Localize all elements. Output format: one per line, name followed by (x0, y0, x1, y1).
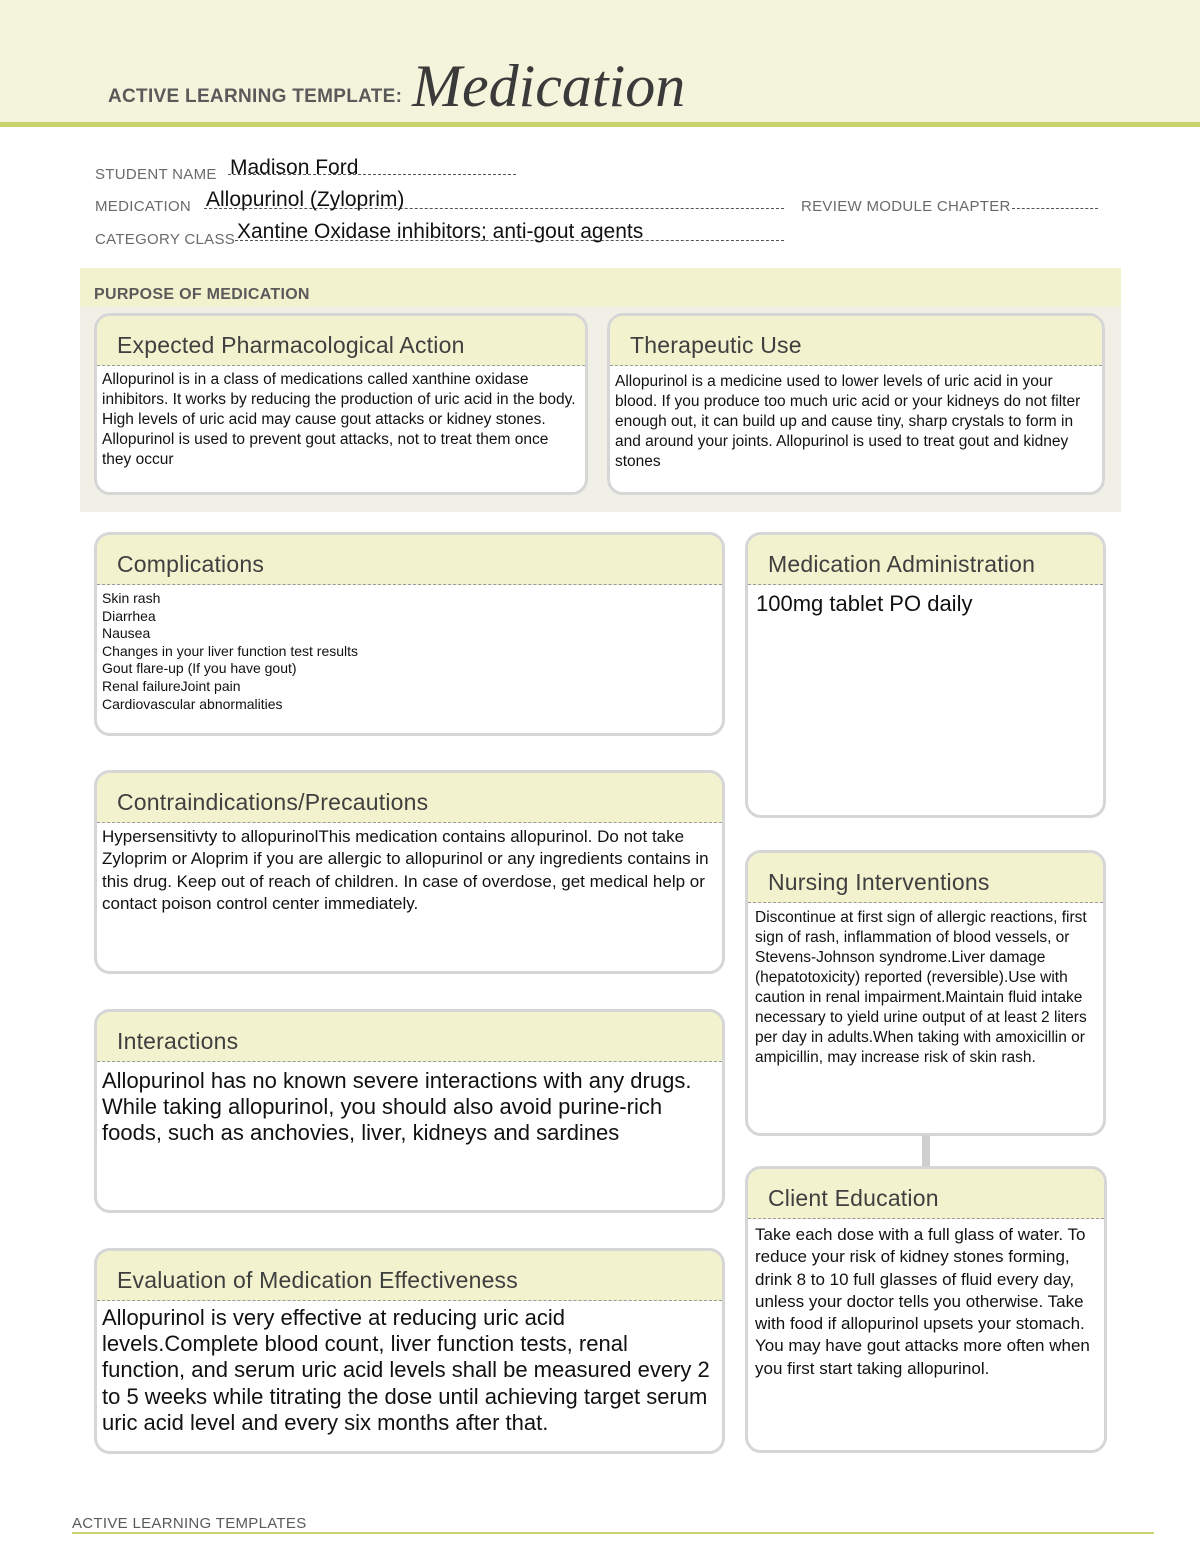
evaluation-title: Evaluation of Medication Effectiveness (117, 1267, 518, 1293)
nursing-interventions-title: Nursing Interventions (768, 869, 990, 895)
interactions-card (94, 1009, 725, 1213)
student-name-value[interactable]: Madison Ford (230, 156, 359, 179)
client-education-title: Client Education (768, 1185, 939, 1211)
contraindications-card (94, 770, 725, 974)
nursing-interventions-text: Discontinue at first sign of allergic reactions, first sign of rash, inflammation of blood vessels, or Stevens-Johnson syndrome.Liver damage (hepatotoxicity) reported (reversible).Use with caution in renal impairment.Maintain fluid intake necessary to yield urine output of at least 2 liters per day in adults.When taking with amoxicillin or ampicillin, may increase risk of skin rash. (755, 909, 1087, 1066)
nursing-interventions-card (745, 850, 1106, 1136)
therapeutic-use-title: Therapeutic Use (630, 332, 802, 358)
interactions-title: Interactions (117, 1028, 239, 1054)
header-rule (0, 122, 1200, 127)
card-connector (922, 1135, 930, 1167)
template-title: Medication (412, 53, 686, 119)
complication-item: Nausea (102, 625, 151, 642)
interactions-header (97, 1012, 722, 1062)
medication-administration-header (748, 535, 1103, 585)
complications-card (94, 532, 725, 736)
review-module-underline[interactable] (1012, 208, 1098, 209)
footer-rule (72, 1532, 1154, 1534)
therapeutic-use-card (607, 313, 1105, 495)
contraindications-title: Contraindications/Precautions (117, 789, 429, 815)
expected-action-text: Allopurinol is in a class of medications called xanthine oxidase inhibitors. It works by reducing the production of uric acid in the body. High levels of uric acid may cause gout attacks or kidney stones. Allopurinol is used to prevent gout attacks, not to treat them once they occur (102, 371, 576, 468)
medication-administration-text: 100mg tablet PO daily (756, 591, 973, 616)
complication-item: Skin rash (102, 590, 161, 606)
contraindications-header (97, 773, 722, 823)
complications-title: Complications (117, 551, 265, 577)
contraindications-text: Hypersensitivty to allopurinolThis medication contains allopurinol. Do not take Zyloprim or Aloprim if you are allergic to allopurinol or any ingredients contains in this drug. Keep out of reach of children. In case of overdose, get medical help or contact poison control center immediately. (102, 827, 709, 913)
complication-item: Gout flare-up (If you have gout) (102, 660, 297, 677)
client-education-header (748, 1169, 1104, 1219)
student-name-label: STUDENT NAME (95, 166, 217, 183)
footer-label: ACTIVE LEARNING TEMPLATES (72, 1515, 307, 1532)
complication-item: Diarrhea (102, 607, 156, 624)
medication-administration-card (745, 532, 1106, 818)
complication-item: Renal failureJoint pain (102, 677, 241, 694)
purpose-label: PURPOSE OF MEDICATION (94, 286, 310, 303)
therapeutic-use-header (610, 316, 1102, 366)
evaluation-card (94, 1248, 725, 1454)
medication-label: MEDICATION (95, 198, 192, 215)
client-education-text: Take each dose with a full glass of water. To reduce your risk of kidney stones forming, drink 8 to 10 full glasses of fluid every day, unless your doctor tells you otherwise. Take with food if allopurinol upsets your stomach. You may have gout attacks more often when you first start taking allopurinol. (755, 1225, 1090, 1378)
category-class-value[interactable]: Xantine Oxidase inhibitors; anti-gout agents (237, 220, 644, 243)
interactions-text: Allopurinol has no known severe interactions with any drugs. While taking allopurinol, you should also avoid purine-rich foods, such as anchovies, liver, kidneys and sardines (102, 1068, 692, 1145)
complication-item: Changes in your liver function test results (102, 642, 359, 659)
medication-administration-title: Medication Administration (768, 551, 1036, 577)
expected-action-card (94, 313, 588, 495)
client-education-card (745, 1166, 1107, 1453)
expected-action-header (97, 316, 585, 366)
category-class-label: CATEGORY CLASS (95, 231, 236, 248)
review-module-label: REVIEW MODULE CHAPTER (801, 198, 1011, 215)
template-label: ACTIVE LEARNING TEMPLATE: (108, 86, 403, 107)
complications-header (97, 535, 722, 585)
complication-item: Cardiovascular abnormalities (102, 695, 283, 712)
therapeutic-use-text: Allopurinol is a medicine used to lower levels of uric acid in your blood. If you produce too much uric acid or your kidneys do not filter enough out, it can build up and cause tiny, sharp crystals to form in and around your joints. Allopurinol is used to treat gout and kidney stones (615, 373, 1081, 470)
complications-list (97, 585, 722, 713)
medication-value[interactable]: Allopurinol (Zyloprim) (206, 188, 405, 211)
evaluation-header (97, 1251, 722, 1301)
nursing-interventions-header (748, 853, 1103, 903)
expected-action-title: Expected Pharmacological Action (117, 332, 465, 358)
evaluation-text: Allopurinol is very effective at reducing uric acid levels.Complete blood count, liver function tests, renal function, and serum uric acid levels shall be measured every 2 to 5 weeks while titrating the dose until achieving target serum uric acid level and every six months after that. (102, 1305, 710, 1435)
